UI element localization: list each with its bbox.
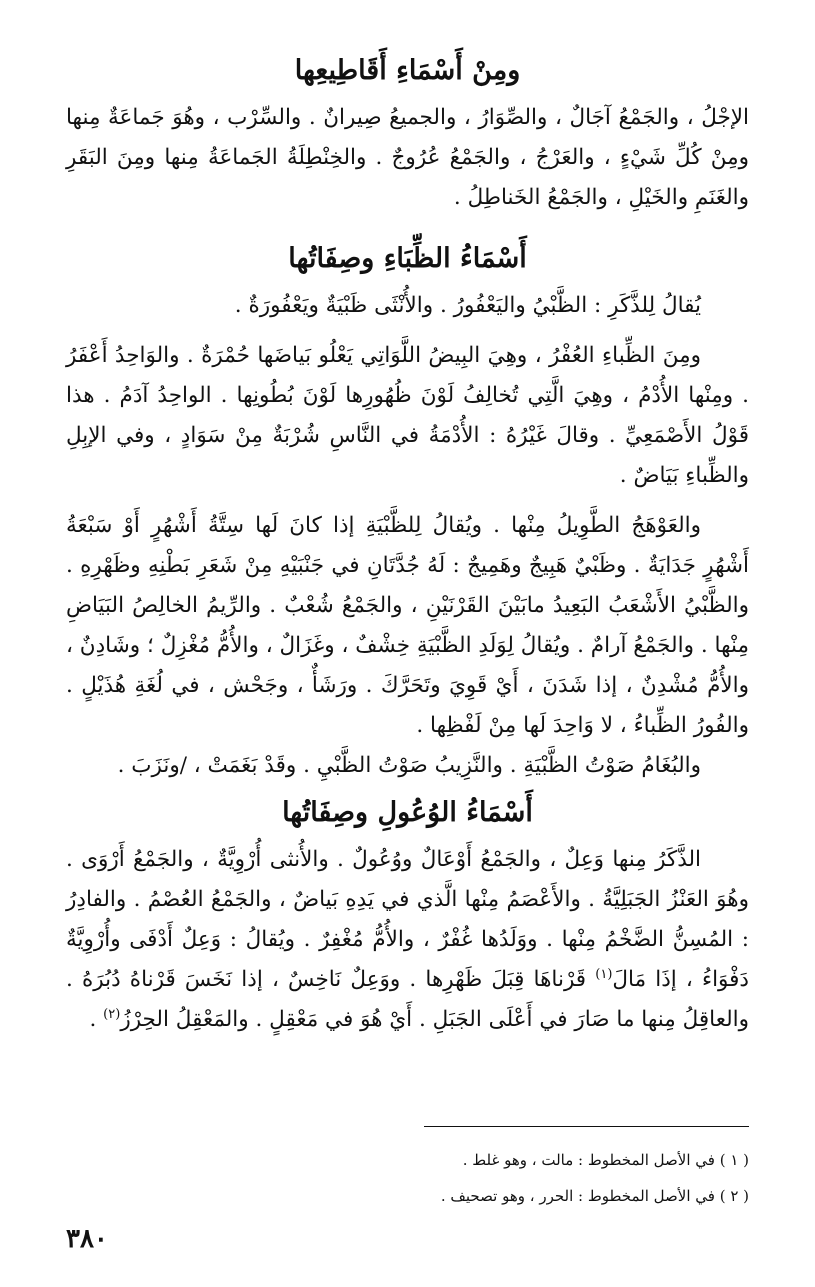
footnote-1: ( ١ ) في الأصل المخطوط : مالت ، وهو غلط . xyxy=(462,1151,749,1169)
section-heading-gazelles: أَسْمَاءُ الظِّبَاءِ وصِفَاتُها xyxy=(288,243,527,274)
spacer xyxy=(66,326,749,336)
footnote-divider xyxy=(424,1126,749,1127)
paragraph-herds: الإجْلُ ، والجَمْعُ آجَالٌ ، والصِّوَارُ ، والجميعُ صِيرانٌ . والسِّرْب ، وهُوَ جَماعَةٌ مِنها ومِنْ كُلِّ شَيْءٍ ، والعَرْجُ ، والجَمْعُ عُرُوجٌ . والخِنْطِلَةُ الجَماعَةُ مِنها ومِنَ البَقَرِ والغَنَمِ والخَيْلِ ، والجَمْعُ الخَناطِلُ . xyxy=(66,105,749,210)
section-heading-ibexes: أَسْمَاءُ الوُعُولِ وصِفَاتُها xyxy=(282,797,533,828)
spacer xyxy=(66,218,749,232)
paragraph-gazelles-3: والعَوْهَجُ الطَّوِيلُ مِنْها . ويُقالُ لِلظَّبْيَةِ إذا كانَ لَها سِتَّةُ أَشْهُرٍ أَوْ سَبْعَةُ أَشْهُرٍ جَدَايَةٌ . وظَبْيٌ هَبِيجٌ وهَمِيجٌ : لَهُ جُدَّتَانِ في جَنْبَيْهِ مِنْ شَعَرِ بَطْنِهِ وظَهْرِهِ . والظَّبْيُ الأَشْعَبُ البَعِيدُ مابَيْنَ القَرْنَيْنِ ، والجَمْعُ شُعْبٌ . والرِّيمُ الخالِصُ البَيَاضِ مِنْها . والجَمْعُ آرامٌ . ويُقالُ لِوَلَدِ الظَّبْيَةِ خِشْفٌ ، وغَزَالٌ ، والأُمُّ مُغْزِلٌ ؛ وشَادِنٌ ، والأُمُّ مُشْدِنٌ ، إذا شَدَنَ ، أَيْ قَوِيَ وتَحَرَّكَ . ورَشَأٌ ، وجَحْش ، في لُغَةِ هُذَيْلٍ . والفُورُ الظِّباءُ ، لا وَاحِدَ لَها مِنْ لَفْظِها . xyxy=(66,513,749,738)
spacer xyxy=(66,496,749,506)
section-heading-herds: ومِنْ أَسْمَاءِ أَقَاطِيعِها xyxy=(294,55,521,86)
paragraph-ibexes-part-1: الذَّكَرُ مِنها وَعِلٌ ، والجَمْعُ أَوْعَالٌ ووُعُولٌ . والأُنثى أُرْوِيَّةٌ ، والجَمْعُ أَرْوَى . وهُوَ العَنْزُ الجَبَلِيَّةُ . والأَعْصَمُ مِنْها الَّذي في يَدِهِ بَياضٌ ، والجَمْعُ العُصْمُ . والفادِرُ : المُسِنُّ الضَّخْمُ مِنْها . ووَلَدُها غُفْرٌ ، والأُمُّ مُغْفِرٌ . ويُقالُ : وَعِلٌ أَدْفَى وأُرْوِيَّةٌ دَفْوَاءُ ، إذَا مَالَ xyxy=(66,847,750,992)
book-page xyxy=(66,44,749,1259)
footnote-2: ( ٢ ) في الأصل المخطوط : الحرر ، وهو تصحيف . xyxy=(440,1187,749,1205)
footnote-marker-1: (١) xyxy=(595,966,613,982)
paragraph-ibexes-part-2: قَرْناهَا قِبَلَ ظَهْرِها . ووَعِلٌ نَاخِسٌ ، إذا نَخَسَ قَرْناهُ دُبُرَهُ . والعاقِلُ مِنها ما صَارَ في أَعْلَى الجَبَلِ . أَيْ هُوَ في مَعْقِلٍ . والمَعْقِلُ الحِرْزُ xyxy=(66,967,749,1032)
paragraph-gazelles-2: ومِنَ الظِّباءِ العُفْرُ ، وهِيَ البِيضُ اللَّوَاتِي يَعْلُو بَياضَها حُمْرَةٌ . والوَاحِدُ أَعْفَرُ . ومِنْها الأُدْمُ ، وهِيَ الَّتِي تُخالِفُ لَوْنَ ظُهُورِها لَوْنَ بُطُونِها . الواحِدُ آدَمُ . هذا قَوْلُ الأَصْمَعِيِّ . وقالَ غَيْرُهُ : الأُدْمَةُ في النَّاسِ شُرْبَةٌ مِنْ سَوَادٍ ، وفي الإبِلِ والظِّباءِ بَيَاضٌ . xyxy=(66,343,749,488)
footnotes xyxy=(66,1142,749,1214)
page-number: ٣٨٠ xyxy=(66,1224,108,1254)
footnote-marker-2: (٢) xyxy=(103,1006,121,1022)
paragraph-ibexes: الذَّكَرُ مِنها وَعِلٌ ، والجَمْعُ أَوْعَالٌ ووُعُولٌ . والأُنثى أُرْوِيَّةٌ ، والجَمْعُ أَرْوَى . وهُوَ العَنْزُ الجَبَلِيَّةُ . والأَعْصَمُ مِنْها الَّذي في يَدِهِ بَياضٌ ، والجَمْعُ العُصْمُ . والفادِرُ : المُسِنُّ الضَّخْمُ مِنْها . ووَلَدُها غُفْرٌ ، والأُمُّ مُغْفِرٌ . ويُقالُ : وَعِلٌ أَدْفَى وأُرْوِيَّةٌ دَفْوَاءُ ، إذَا مَالَ$^{(١)}$ قَرْناهَا قِبَلَ ظَهْرِها . ووَعِلٌ نَاخِسٌ ، إذا نَخَسَ قَرْناهُ دُبُرَهُ . والعاقِلُ مِنها ما صَارَ في أَعْلَى الجَبَلِ . أَيْ هُوَ في مَعْقِلٍ . والمَعْقِلُ الحِرْزُ$^{(٢)}$ . xyxy=(66,847,750,1032)
paragraph-gazelles-4: والبُغَامُ صَوْتُ الظَّبْيَةِ . والنَّزِيبُ صَوْتُ الظَّبْيِ . وقَدْ بَغَمَتْ ، /ونَزَبَ . xyxy=(117,753,701,778)
paragraph-gazelles-1: يُقالُ لِلذَّكَرِ : الظَّبْيُ واليَعْفُورُ . والأُنْثَى ظَبْيَةٌ ويَعْفُورَةٌ . xyxy=(234,293,701,318)
